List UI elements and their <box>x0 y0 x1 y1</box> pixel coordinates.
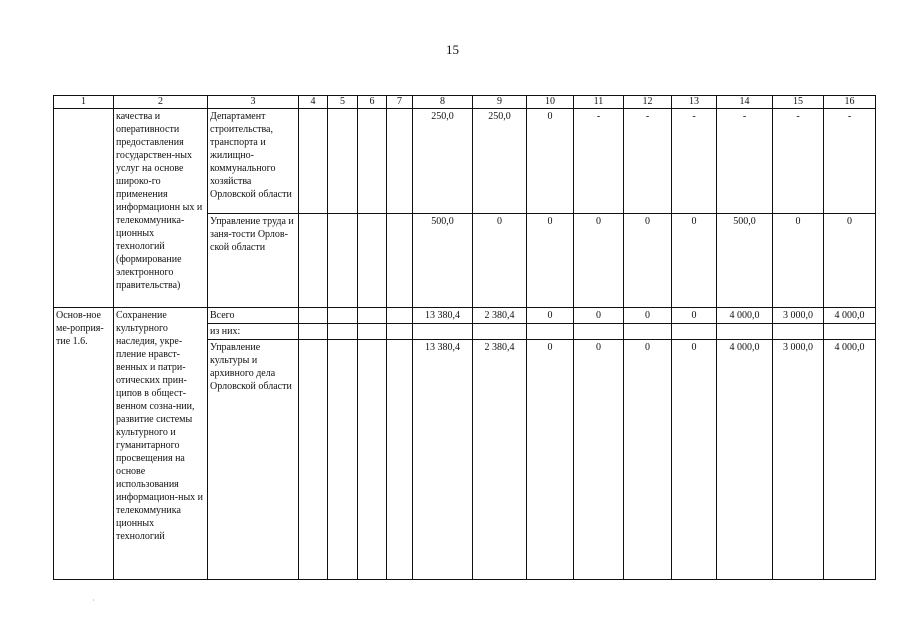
value-cell <box>387 308 413 324</box>
value-cell: 0 <box>574 214 624 308</box>
value-cell <box>387 324 413 340</box>
value-cell: 0 <box>574 340 624 580</box>
table-row <box>54 109 876 214</box>
block1-description: качества и оперативности предоставления государствен-ных услуг на основе широко-го применения информационн ых и телекоммуника-ционных технологий (формирование электронного правительства) <box>114 109 208 308</box>
value-cell: 13 380,4 <box>413 340 473 580</box>
block2-description: Сохранение культурного наследия, укре-пление нравст-венных и патри-отических прин-ципов в общест-венном созна-нии, развитие системы культурного и гуманитарного просвещения на основе использования информацион-ных и телекоммуника ционных технологий <box>114 308 208 580</box>
col-header-2: 2 <box>114 96 208 109</box>
value-cell: 250,0 <box>473 109 527 214</box>
value-cell: - <box>824 109 876 214</box>
value-cell <box>387 214 413 308</box>
value-cell: 3 000,0 <box>773 340 824 580</box>
value-cell: 0 <box>624 308 672 324</box>
value-cell <box>328 109 358 214</box>
value-cell: - <box>773 109 824 214</box>
budget-table <box>53 95 876 580</box>
value-cell <box>299 340 328 580</box>
value-cell <box>328 340 358 580</box>
value-cell <box>672 324 717 340</box>
value-cell <box>387 340 413 580</box>
value-cell <box>773 324 824 340</box>
value-cell: - <box>717 109 773 214</box>
value-cell <box>358 109 387 214</box>
col-header-16: 16 <box>824 96 876 109</box>
value-cell <box>387 109 413 214</box>
value-cell: 0 <box>824 214 876 308</box>
value-cell: 0 <box>624 214 672 308</box>
value-cell: 0 <box>672 214 717 308</box>
value-cell <box>299 324 328 340</box>
col-header-1: 1 <box>54 96 114 109</box>
value-cell <box>328 308 358 324</box>
value-cell: 0 <box>527 340 574 580</box>
value-cell <box>358 324 387 340</box>
col-header-11: 11 <box>574 96 624 109</box>
value-cell: 500,0 <box>413 214 473 308</box>
value-cell: - <box>574 109 624 214</box>
value-cell: 0 <box>473 214 527 308</box>
value-cell <box>574 324 624 340</box>
table-row <box>54 308 876 324</box>
value-cell <box>624 324 672 340</box>
value-cell: 0 <box>574 308 624 324</box>
value-cell: 0 <box>527 308 574 324</box>
value-cell <box>299 109 328 214</box>
value-cell <box>358 214 387 308</box>
executor-cell: Всего <box>208 308 299 324</box>
value-cell <box>717 324 773 340</box>
value-cell <box>527 324 574 340</box>
value-cell: 0 <box>672 340 717 580</box>
col-header-9: 9 <box>473 96 527 109</box>
col-header-6: 6 <box>358 96 387 109</box>
col-header-13: 13 <box>672 96 717 109</box>
value-cell <box>473 324 527 340</box>
value-cell: 250,0 <box>413 109 473 214</box>
value-cell: 13 380,4 <box>413 308 473 324</box>
value-cell: 4 000,0 <box>717 308 773 324</box>
value-cell: 4 000,0 <box>824 340 876 580</box>
executor-cell: Управление культуры и архивного дела Орловской области <box>208 340 299 580</box>
scan-speck: · <box>92 596 95 605</box>
executor-cell: из них: <box>208 324 299 340</box>
executor-cell: Департамент строительства, транспорта и жилищно-коммунального хозяйства Орловской области <box>208 109 299 214</box>
block1-label-cell <box>54 109 114 308</box>
value-cell: 500,0 <box>717 214 773 308</box>
value-cell <box>824 324 876 340</box>
value-cell: 0 <box>624 340 672 580</box>
value-cell: 0 <box>773 214 824 308</box>
col-header-15: 15 <box>773 96 824 109</box>
value-cell: - <box>672 109 717 214</box>
value-cell <box>328 324 358 340</box>
col-header-14: 14 <box>717 96 773 109</box>
block2-label: Основ-ное ме-роприя-тие 1.6. <box>54 308 114 580</box>
value-cell <box>413 324 473 340</box>
value-cell: 0 <box>527 109 574 214</box>
value-cell <box>328 214 358 308</box>
value-cell: 0 <box>672 308 717 324</box>
value-cell: 4 000,0 <box>824 308 876 324</box>
value-cell <box>299 214 328 308</box>
value-cell: 0 <box>527 214 574 308</box>
col-header-8: 8 <box>413 96 473 109</box>
header-row <box>54 96 876 109</box>
col-header-7: 7 <box>387 96 413 109</box>
col-header-10: 10 <box>527 96 574 109</box>
value-cell: 3 000,0 <box>773 308 824 324</box>
value-cell <box>358 340 387 580</box>
executor-cell: Управление труда и заня-тости Орлов-ской области <box>208 214 299 308</box>
value-cell <box>299 308 328 324</box>
value-cell: 2 380,4 <box>473 340 527 580</box>
value-cell <box>358 308 387 324</box>
col-header-4: 4 <box>299 96 328 109</box>
page-number: 15 <box>446 42 459 57</box>
value-cell: 4 000,0 <box>717 340 773 580</box>
value-cell: - <box>624 109 672 214</box>
value-cell: 2 380,4 <box>473 308 527 324</box>
col-header-5: 5 <box>328 96 358 109</box>
col-header-3: 3 <box>208 96 299 109</box>
col-header-12: 12 <box>624 96 672 109</box>
